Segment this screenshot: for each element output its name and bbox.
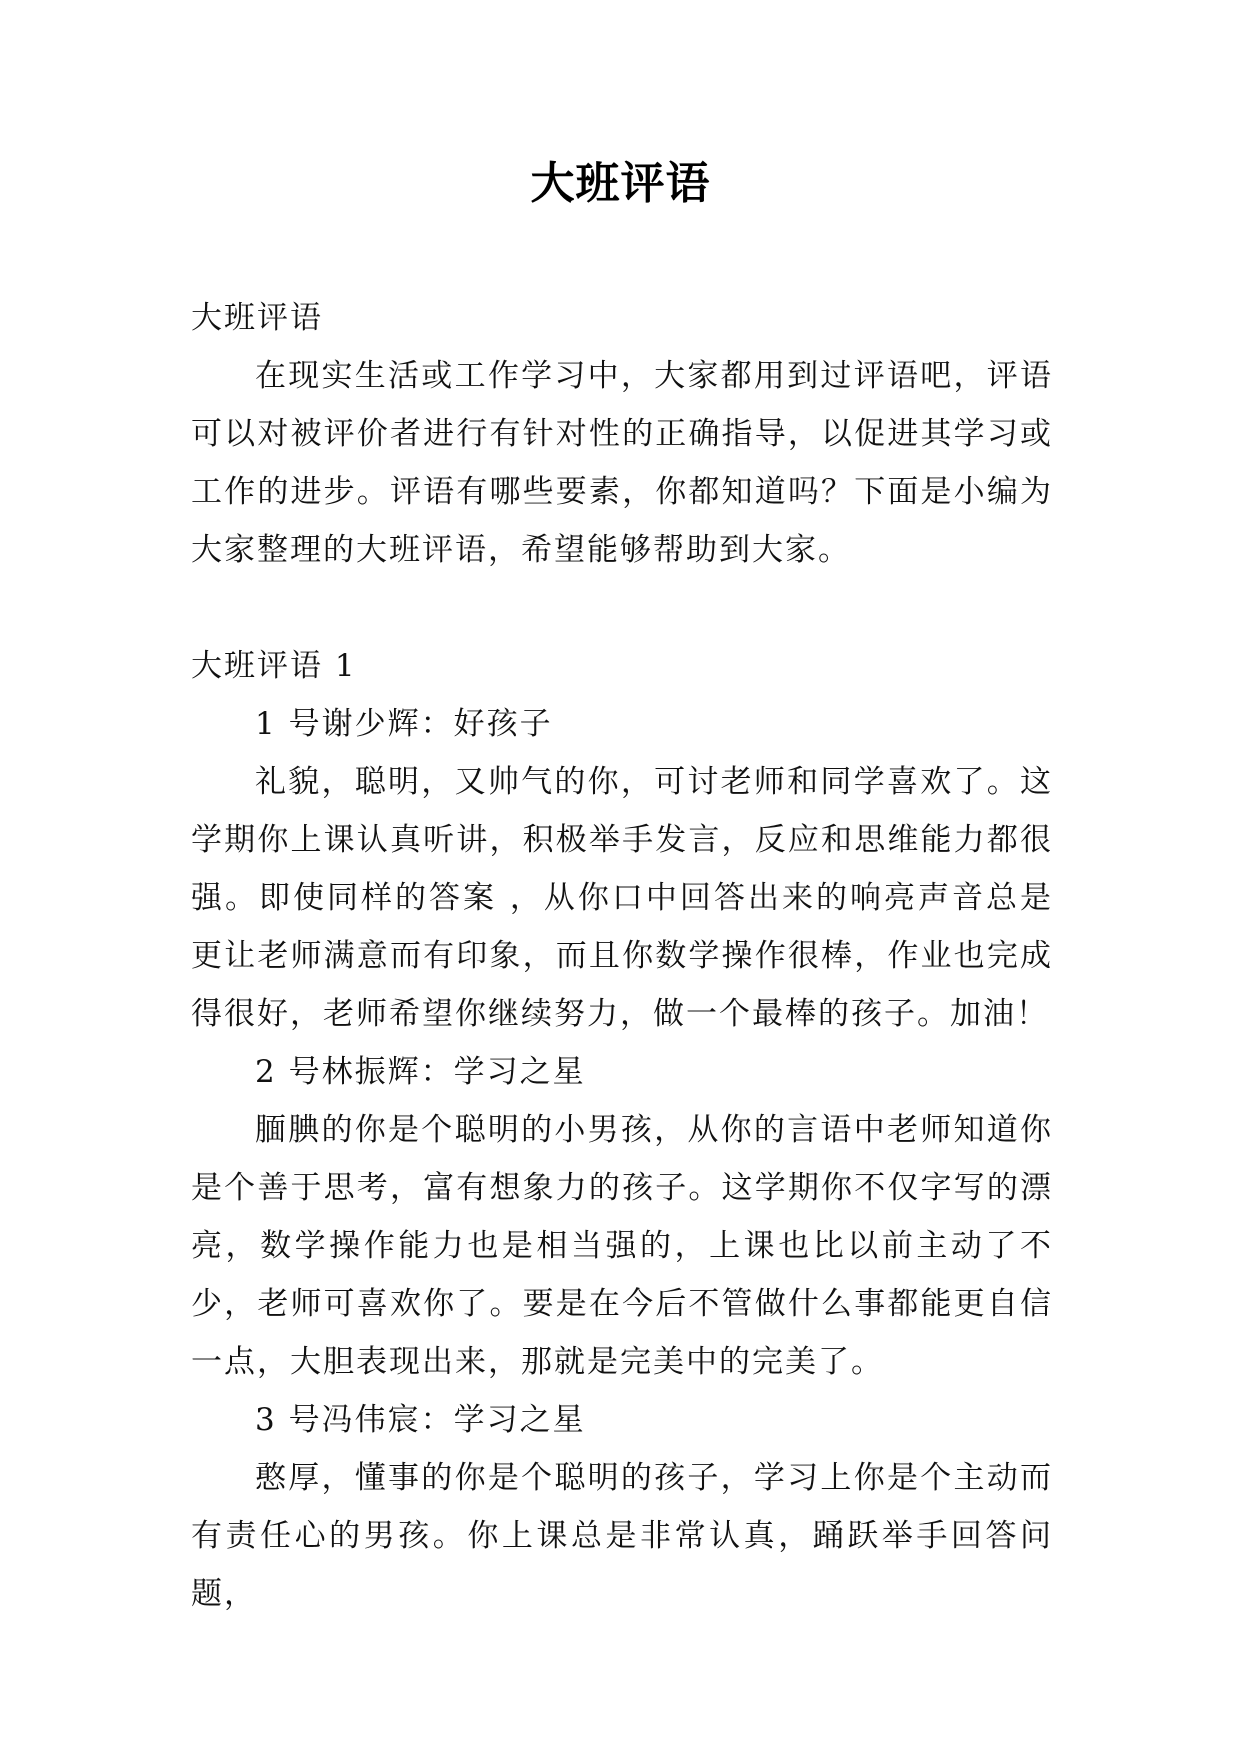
entry-text-3: 憨厚，懂事的你是个聪明的孩子，学习上你是个主动而有责任心的男孩。你上课总是非常认真，踊跃举手回答问题， bbox=[191, 1460, 1053, 1612]
entry-label-3: 3 号冯伟宸：学习之星 bbox=[255, 1402, 586, 1438]
entry-label-2: 2 号林振辉：学习之星 bbox=[255, 1054, 586, 1090]
document-heading: 大班评语 bbox=[191, 300, 323, 336]
entry-label-1: 1 号谢少辉：好孩子 bbox=[255, 706, 553, 742]
entry-text-1: 礼貌，聪明，又帅气的你，可讨老师和同学喜欢了。这学期你上课认真听讲，积极举手发言，反应和思维能力都很强。即使同样的答案 ，从你口中回答出来的响亮声音总是更让老师满意而有印象，而且你数学操作很棒，作业也完成得很好，老师希望你继续努力，做一个最棒的孩子。加油！ bbox=[191, 764, 1053, 1032]
document-body bbox=[191, 289, 1053, 1623]
section-title: 大班评语 1 bbox=[191, 648, 357, 684]
entry-text-2: 腼腆的你是个聪明的小男孩，从你的言语中老师知道你是个善于思考，富有想象力的孩子。这学期你不仅字写的漂亮，数学操作能力也是相当强的，上课也比以前主动了不少，老师可喜欢你了。要是在今后不管做什么事都能更自信一点，大胆表现出来，那就是完美中的完美了。 bbox=[191, 1112, 1053, 1380]
document-title: 大班评语 bbox=[530, 158, 711, 209]
section-spacer bbox=[191, 579, 1053, 637]
intro-paragraph: 在现实生活或工作学习中，大家都用到过评语吧，评语可以对被评价者进行有针对性的正确指导，以促进其学习或工作的进步。评语有哪些要素，你都知道吗？下面是小编为大家整理的大班评语，希望能够帮助到大家。 bbox=[191, 358, 1053, 568]
